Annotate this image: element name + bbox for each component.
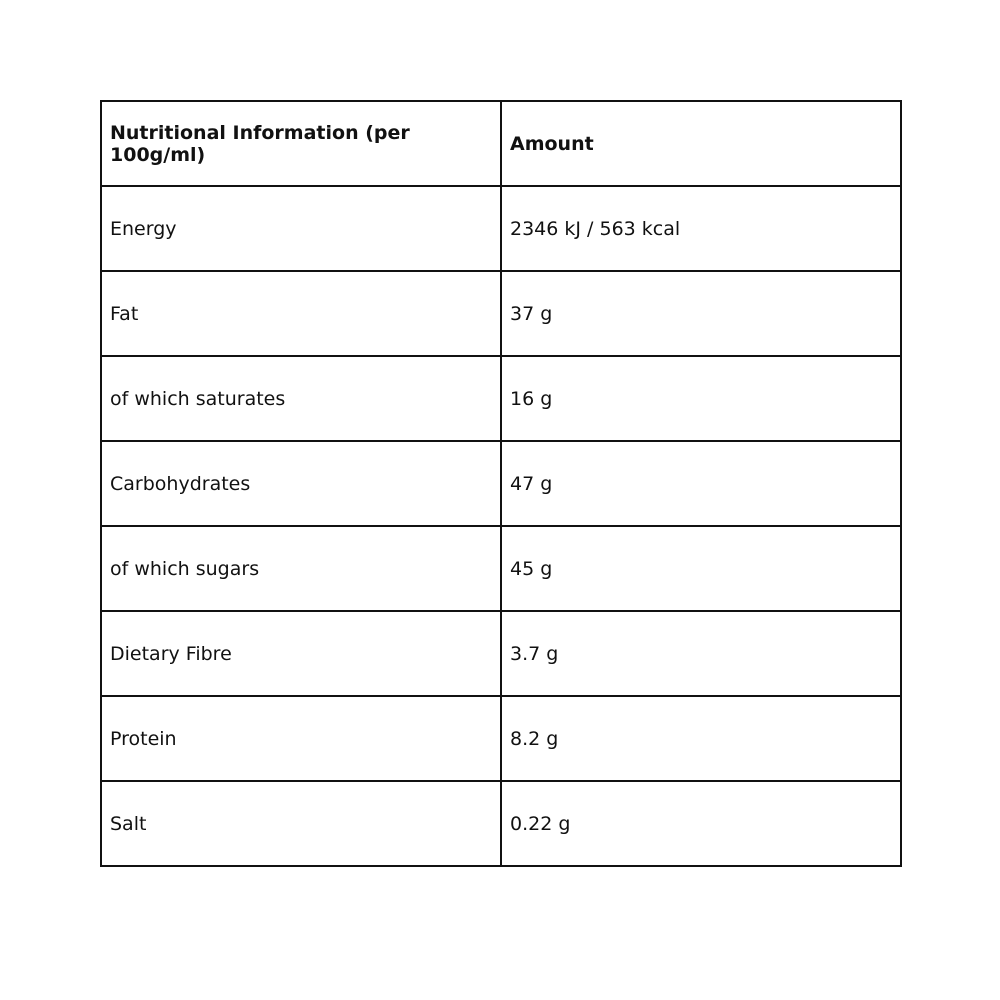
nutrient-amount: 3.7 g [501,611,901,696]
table-row [101,356,901,441]
nutrient-name: Energy [101,186,501,271]
table-row [101,611,901,696]
nutrient-name: of which sugars [101,526,501,611]
nutrient-name: Dietary Fibre [101,611,501,696]
nutrient-amount: 0.22 g [501,781,901,866]
nutrient-name: of which saturates [101,356,501,441]
nutrient-name: Protein [101,696,501,781]
nutrient-amount: 47 g [501,441,901,526]
nutrient-amount: 8.2 g [501,696,901,781]
table-row [101,271,901,356]
nutrient-name: Carbohydrates [101,441,501,526]
nutrition-table [100,100,902,867]
nutrient-amount: 2346 kJ / 563 kcal [501,186,901,271]
table-row [101,526,901,611]
nutrient-name: Fat [101,271,501,356]
table-row [101,441,901,526]
nutrient-amount: 16 g [501,356,901,441]
table-body [101,186,901,866]
header-row [101,101,901,186]
header-nutrient: Nutritional Information (per 100g/ml) [101,101,501,186]
nutrient-amount: 45 g [501,526,901,611]
table-row [101,781,901,866]
table-row [101,186,901,271]
header-amount: Amount [501,101,901,186]
table-row [101,696,901,781]
table-header [101,101,901,186]
nutrient-name: Salt [101,781,501,866]
nutrient-amount: 37 g [501,271,901,356]
